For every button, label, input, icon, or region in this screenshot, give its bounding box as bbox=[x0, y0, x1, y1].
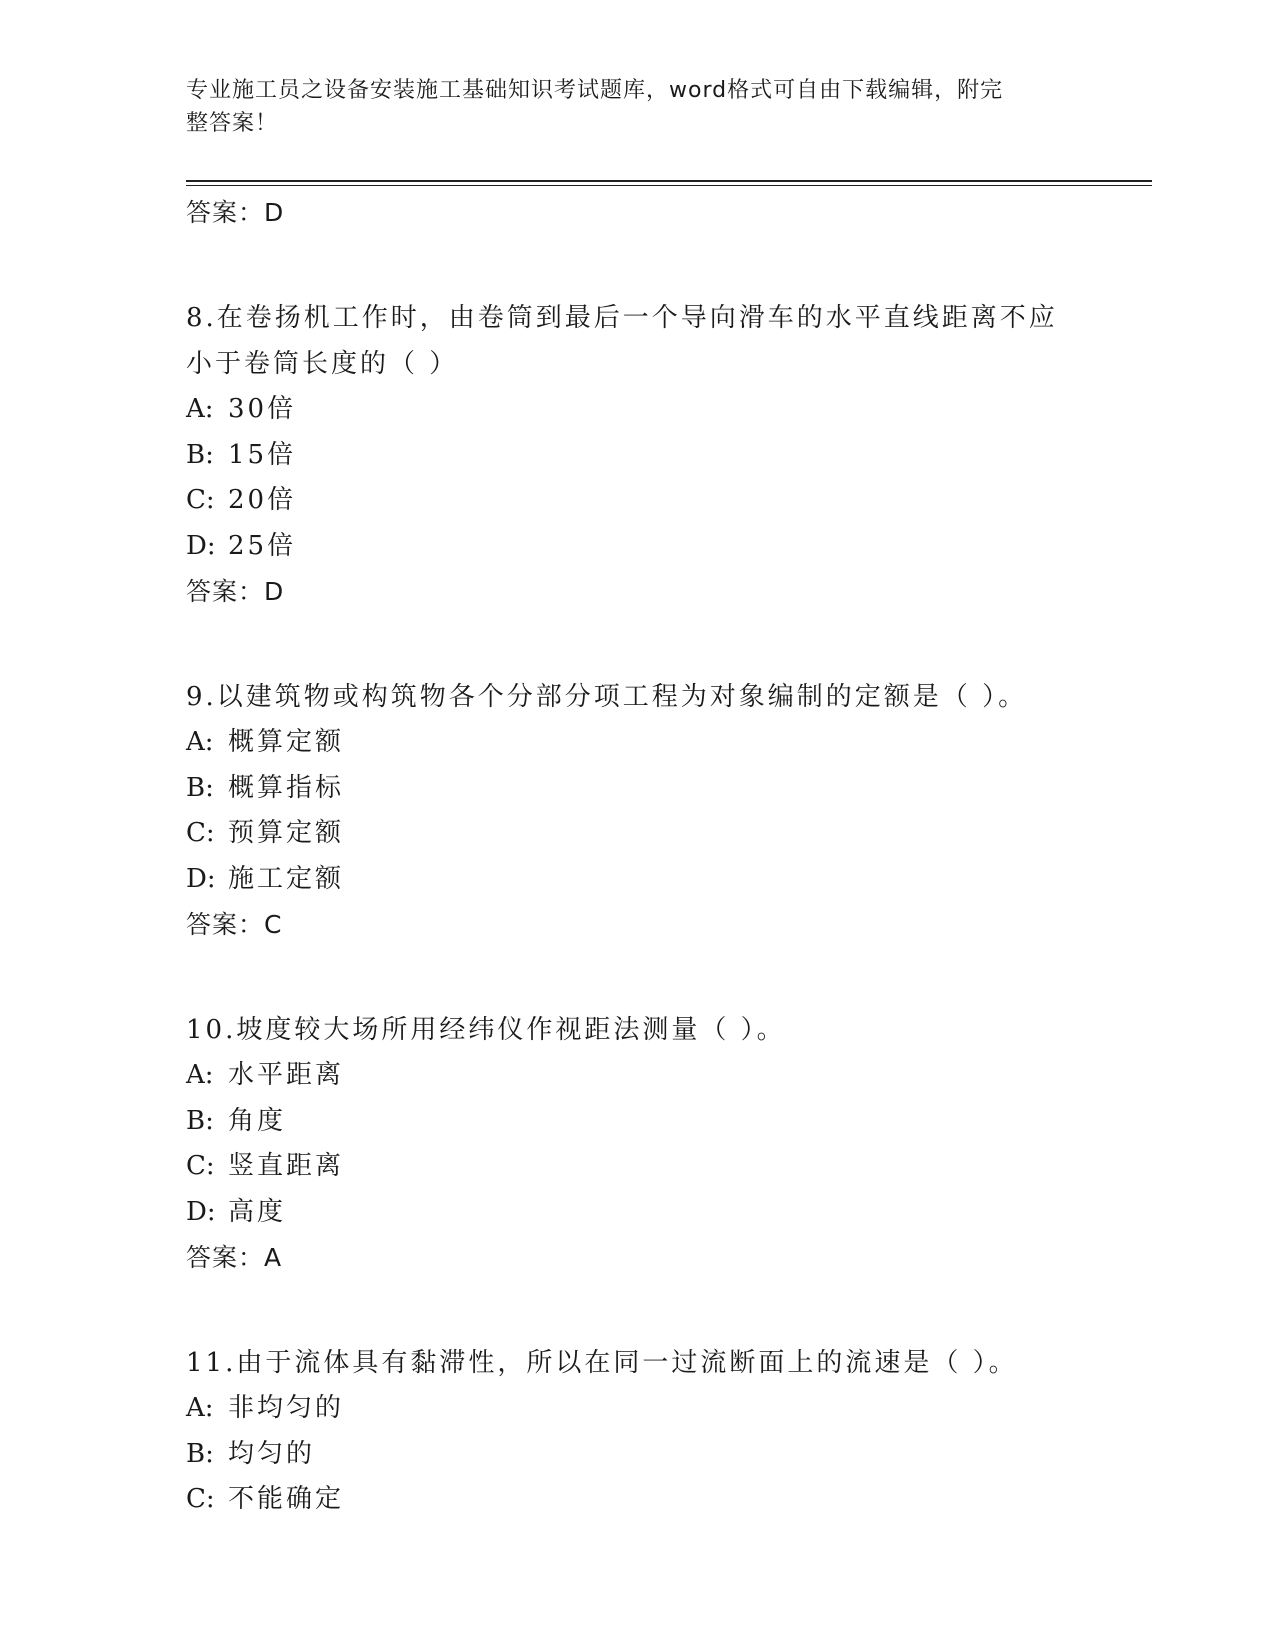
option-c bbox=[186, 478, 1086, 524]
option-key: B: bbox=[186, 439, 214, 470]
option-c bbox=[186, 1477, 1086, 1523]
option-b bbox=[186, 1099, 1086, 1145]
question-11 bbox=[186, 1340, 1086, 1523]
option-d bbox=[186, 524, 1086, 570]
option-key: B: bbox=[186, 1105, 214, 1136]
option-b bbox=[186, 1432, 1086, 1478]
option-a bbox=[186, 1386, 1086, 1432]
option-key: C: bbox=[186, 1484, 215, 1514]
option-key: A: bbox=[186, 1393, 214, 1423]
option-key: D: bbox=[186, 530, 216, 561]
option-c bbox=[186, 811, 1086, 857]
option-text: 不能确定 bbox=[228, 1484, 345, 1514]
option-text: 均匀的 bbox=[228, 1438, 316, 1469]
option-c bbox=[186, 1144, 1086, 1190]
question-list bbox=[186, 190, 1086, 1523]
option-d bbox=[186, 857, 1086, 903]
option-key: D: bbox=[186, 863, 216, 894]
option-a bbox=[186, 387, 1086, 433]
option-text: 竖直距离 bbox=[228, 1151, 345, 1181]
answer-line: 答案：C bbox=[186, 910, 283, 939]
question-stem: 9.以建筑物或构筑物各个分部分项工程为对象编制的定额是（ ）。 bbox=[186, 682, 1028, 712]
answer-line: 答案：A bbox=[186, 1243, 283, 1272]
header-divider-thin bbox=[186, 185, 1152, 186]
header-divider-thick bbox=[186, 180, 1152, 182]
option-text: 高度 bbox=[228, 1196, 287, 1227]
option-d bbox=[186, 1190, 1086, 1236]
option-key: D: bbox=[186, 1196, 216, 1227]
option-text: 角度 bbox=[228, 1105, 287, 1136]
question-9 bbox=[186, 674, 1086, 947]
option-key: B: bbox=[186, 1438, 214, 1469]
option-text: 非均匀的 bbox=[228, 1393, 345, 1423]
option-text: 15倍 bbox=[228, 439, 297, 470]
question-stem: 11.由于流体具有黏滞性，所以在同一过流断面上的流速是（ ）。 bbox=[186, 1348, 1018, 1378]
option-key: C: bbox=[186, 1151, 215, 1181]
option-text: 20倍 bbox=[228, 485, 297, 515]
option-key: C: bbox=[186, 485, 215, 515]
option-key: A: bbox=[186, 1060, 214, 1090]
option-text: 25倍 bbox=[228, 530, 297, 561]
header-line-2: 整答案！ bbox=[186, 111, 279, 136]
option-b bbox=[186, 766, 1086, 812]
option-key: A: bbox=[186, 394, 214, 424]
option-text: 施工定额 bbox=[228, 863, 345, 894]
question-8 bbox=[186, 295, 1086, 614]
header-line-1: 专业施工员之设备安装施工基础知识考试题库，word格式可自由下载编辑，附完 bbox=[186, 78, 1004, 103]
question-10 bbox=[186, 1007, 1086, 1280]
option-text: 水平距离 bbox=[228, 1060, 345, 1090]
option-text: 概算指标 bbox=[228, 772, 345, 803]
document-header bbox=[186, 74, 1066, 140]
question-stem: 8.在卷扬机工作时，由卷筒到最后一个导向滑车的水平直线距离不应小于卷筒长度的（ ） bbox=[186, 303, 1058, 379]
option-a bbox=[186, 1053, 1086, 1099]
option-text: 预算定额 bbox=[228, 818, 345, 848]
option-text: 30倍 bbox=[228, 394, 297, 424]
answer-line: 答案：D bbox=[186, 577, 285, 606]
option-key: B: bbox=[186, 772, 214, 803]
option-b bbox=[186, 433, 1086, 479]
option-text: 概算定额 bbox=[228, 727, 345, 757]
question-stem: 10.坡度较大场所用经纬仪作视距法测量（ ）。 bbox=[186, 1015, 786, 1045]
answer-line: 答案：D bbox=[186, 198, 285, 227]
option-key: C: bbox=[186, 818, 215, 848]
option-a bbox=[186, 720, 1086, 766]
option-key: A: bbox=[186, 727, 214, 757]
